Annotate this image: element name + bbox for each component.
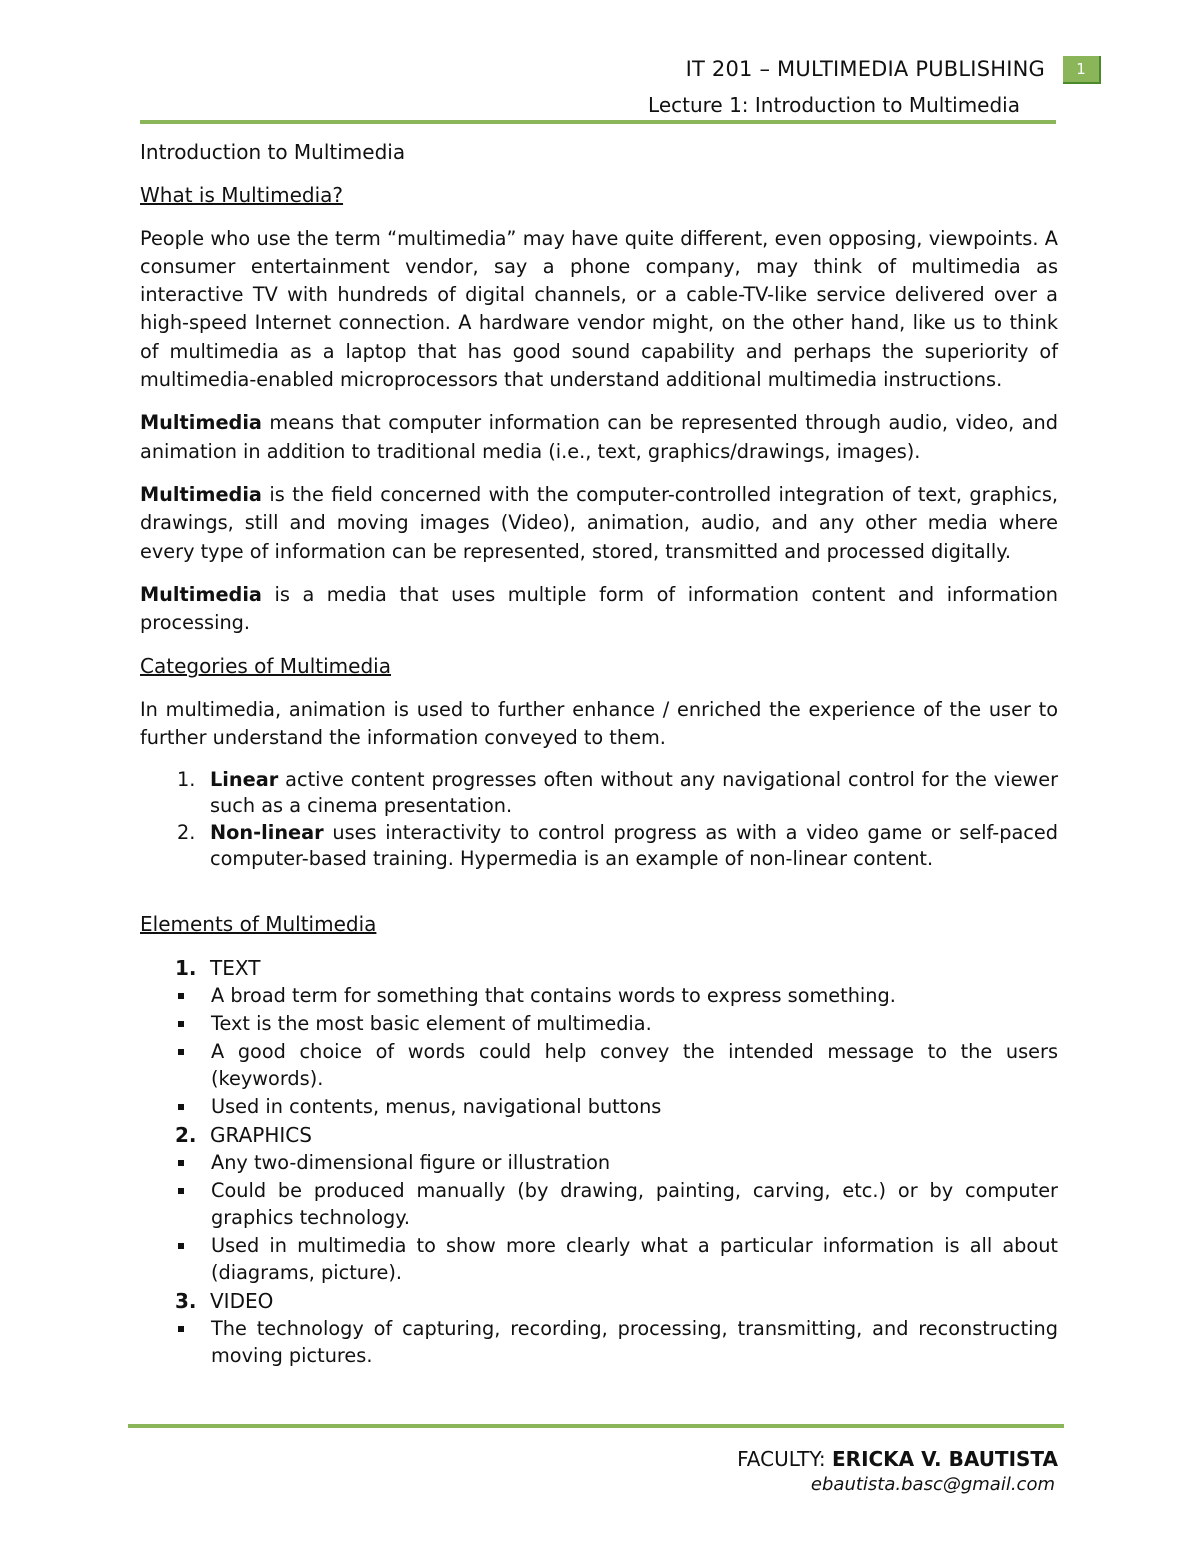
page-badge-underline	[1063, 82, 1101, 84]
bullet-text: A broad term for something that contains words to express something.	[211, 983, 896, 1007]
bullet-square-icon	[178, 1243, 184, 1249]
list-item	[140, 1232, 1058, 1286]
list-item	[140, 1177, 1058, 1231]
footer-divider	[128, 1424, 1064, 1428]
list-number: 1.	[177, 768, 196, 792]
section-heading-elements: Elements of Multimedia	[140, 912, 377, 937]
section-heading-categories: Categories of Multimedia	[140, 654, 391, 679]
intro-paragraph: People who use the term “multimedia” may have quite different, even opposing, viewpoints. A consumer entertainment vendor, say a phone company, may think of multimedia as interactive TV with hundreds of digital channels, or a cable-TV-like service delivered over a high-speed Internet connection. A hardware vendor might, on the other hand, like us to think of multimedia as a laptop that has good sound capability and perhaps the superiority of multimedia-enabled microprocessors that understand additional multimedia instructions.	[140, 226, 1058, 392]
list-item	[140, 820, 1058, 872]
bullet-square-icon	[178, 1104, 184, 1110]
faculty-name: ERICKA V. BAUTISTA	[832, 1447, 1058, 1471]
definition-term: Multimedia	[140, 411, 262, 435]
list-item	[140, 1038, 1058, 1092]
bullet-text: Could be produced manually (by drawing, painting, carving, etc.) or by computer graphics technology.	[211, 1178, 1058, 1229]
bullet-list	[140, 1315, 1058, 1369]
element-title: VIDEO	[210, 1288, 274, 1313]
document-body	[140, 138, 1058, 1370]
list-term: Non-linear	[210, 821, 324, 845]
faculty-label: FACULTY:	[737, 1447, 832, 1471]
bullet-list	[140, 982, 1058, 1120]
definition-term: Multimedia	[140, 482, 262, 506]
footer-faculty	[737, 1447, 1058, 1471]
list-number: 2.	[177, 821, 196, 845]
bullet-list	[140, 1149, 1058, 1286]
definition-text: is a media that uses multiple form of information content and information processing.	[140, 582, 1058, 635]
element-title: TEXT	[210, 955, 261, 980]
bullet-square-icon	[178, 1326, 184, 1332]
list-number: 3.	[175, 1288, 197, 1313]
definition-paragraph-2	[140, 481, 1058, 566]
list-text: uses interactivity to control progress as with a video game or self-paced computer-based training. Hypermedia is an example of non-linear content.	[210, 821, 1058, 871]
bullet-square-icon	[178, 993, 184, 999]
categories-list	[140, 767, 1058, 872]
element-item-graphics	[140, 1121, 1058, 1286]
elements-list	[140, 954, 1058, 1369]
page-number-badge: 1	[1063, 56, 1101, 83]
list-number: 1.	[175, 955, 197, 980]
section-heading-what-is: What is Multimedia?	[140, 183, 344, 208]
definition-text: is the field concerned with the computer-controlled integration of text, graphics, drawings, still and moving images (Video), animation, audio, and any other media where every type of information can be represented, stored, transmitted and processed digitally.	[140, 482, 1058, 563]
faculty-email: ebautista.basc@gmail.com	[810, 1474, 1055, 1495]
definition-text: means that computer information can be represented through audio, video, and animation in addition to traditional media (i.e., text, graphics/drawings, images).	[140, 411, 1058, 463]
bullet-text: A good choice of words could help convey the intended message to the users (keywords).	[211, 1039, 1058, 1090]
definition-term: Multimedia	[140, 582, 262, 606]
element-item-video	[140, 1287, 1058, 1369]
list-text: active content progresses often without any navigational control for the viewer such as a cinema presentation.	[210, 768, 1058, 818]
list-item	[140, 1010, 1058, 1037]
header-divider	[140, 120, 1056, 124]
lecture-subtitle: Lecture 1: Introduction to Multimedia	[648, 93, 1020, 117]
bullet-text: Text is the most basic element of multimedia.	[211, 1011, 652, 1035]
list-number: 2.	[175, 1122, 197, 1147]
bullet-text: Used in multimedia to show more clearly what a particular information is all about (diagrams, picture).	[211, 1233, 1058, 1284]
bullet-text: Used in contents, menus, navigational buttons	[211, 1094, 662, 1118]
bullet-square-icon	[178, 1188, 184, 1194]
bullet-square-icon	[178, 1021, 184, 1027]
course-title: IT 201 – MULTIMEDIA PUBLISHING	[685, 57, 1045, 81]
list-term: Linear	[210, 768, 279, 792]
definition-paragraph-1	[140, 409, 1058, 466]
bullet-square-icon	[178, 1049, 184, 1055]
bullet-text: The technology of capturing, recording, processing, transmitting, and reconstructing moving pictures.	[211, 1316, 1058, 1367]
list-item	[140, 982, 1058, 1009]
list-item	[140, 1149, 1058, 1176]
categories-paragraph: In multimedia, animation is used to further enhance / enriched the experience of the user to further understand the information conveyed to them.	[140, 697, 1058, 750]
element-item-text	[140, 954, 1058, 1120]
element-title: GRAPHICS	[210, 1122, 312, 1147]
list-item	[140, 1093, 1058, 1120]
list-item	[140, 1315, 1058, 1369]
bullet-square-icon	[178, 1160, 184, 1166]
list-item	[140, 767, 1058, 819]
document-title: Introduction to Multimedia	[140, 140, 406, 164]
bullet-text: Any two-dimensional figure or illustration	[211, 1150, 611, 1174]
definition-paragraph-3	[140, 581, 1058, 638]
